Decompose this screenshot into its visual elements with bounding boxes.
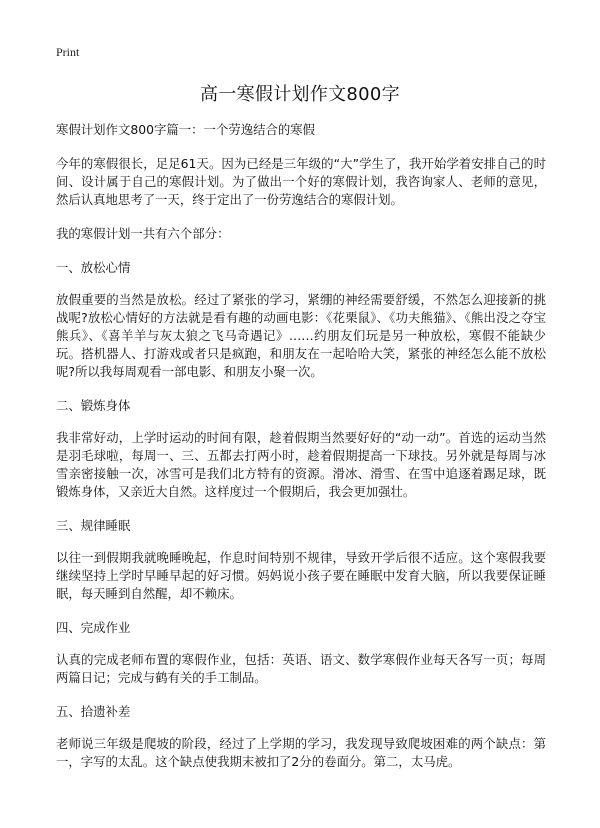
section-heading: 三、规律睡眠 — [56, 518, 131, 533]
article-body — [56, 121, 546, 787]
section-body: 认真的完成老师布置的寒假作业，包括：英语、语文、数学寒假作业每天各写一页；每周两篇日记；完成与鹤有关的手工制品。 — [56, 652, 546, 685]
section-body: 放假重要的当然是放松。经过了紧张的学习，紧绷的神经需要舒缓，不然怎么迎接新的挑战呢?放松心情好的方法就是看有趣的动画电影：《花栗鼠》、《功夫熊猫》、《熊出没之夺宝熊兵》、《喜羊羊与灰太狼之飞马奇遇记》……约朋友们玩是另一种放松，寒假不能缺少玩。搭机器人、打游戏或者只是疯跑，和朋友在一起哈哈大笑，紧张的神经怎么能不放松呢?所以我每周观看一部电影、和朋友小聚一次。 — [56, 292, 546, 379]
print-link[interactable]: Print — [56, 45, 80, 59]
page-title: 高一寒假计划作文800字 — [200, 84, 400, 105]
section-heading: 二、锻炼身体 — [56, 398, 131, 413]
overview-paragraph: 我的寒假计划一共有六个部分： — [56, 226, 230, 241]
article-subtitle: 寒假计划作文800字篇一：一个劳逸结合的寒假 — [56, 122, 316, 137]
section-heading: 一、放松心情 — [56, 260, 131, 275]
section-heading: 四、完成作业 — [56, 620, 131, 635]
section-body: 以往一到假期我就晚睡晚起，作息时间特别不规律，导致开学后很不适应。这个寒假我要继续坚持上学时早睡早起的好习惯。妈妈说小孩子要在睡眠中发育大脑，所以我要保证睡眠，每天睡到自然醒，却不赖床。 — [56, 550, 546, 601]
intro-paragraph: 今年的寒假很长，足足61天。因为已经是三年级的“大”学生了，我开始学着安排自己的时间、设计属于自己的寒假计划。为了做出一个好的寒假计划，我咨询家人、老师的意见，然后认真地思考了一天，终于定出了一份劳逸结合的寒假计划。 — [56, 156, 546, 207]
section-heading: 五、拾遗补差 — [56, 704, 131, 719]
section-body: 我非常好动，上学时运动的时间有限，趁着假期当然要好好的“动一动”。首选的运动当然是羽毛球啦，每周一、三、五都去打两小时，趁着假期提高一下球技。另外就是每周与冰雪亲密接触一次，冰雪可是我们北方特有的资源。滑冰、滑雪、在雪中追逐着踢足球，既锻炼身体，又亲近大自然。这样度过一个假期后，我会更加强壮。 — [56, 430, 546, 499]
section-body: 老师说三年级是爬坡的阶段，经过了上学期的学习，我发现导致爬坡困难的两个缺点：第一，字写的太乱。这个缺点使我期末被扣了2分的卷面分。第二，太马虎。 — [56, 736, 546, 769]
